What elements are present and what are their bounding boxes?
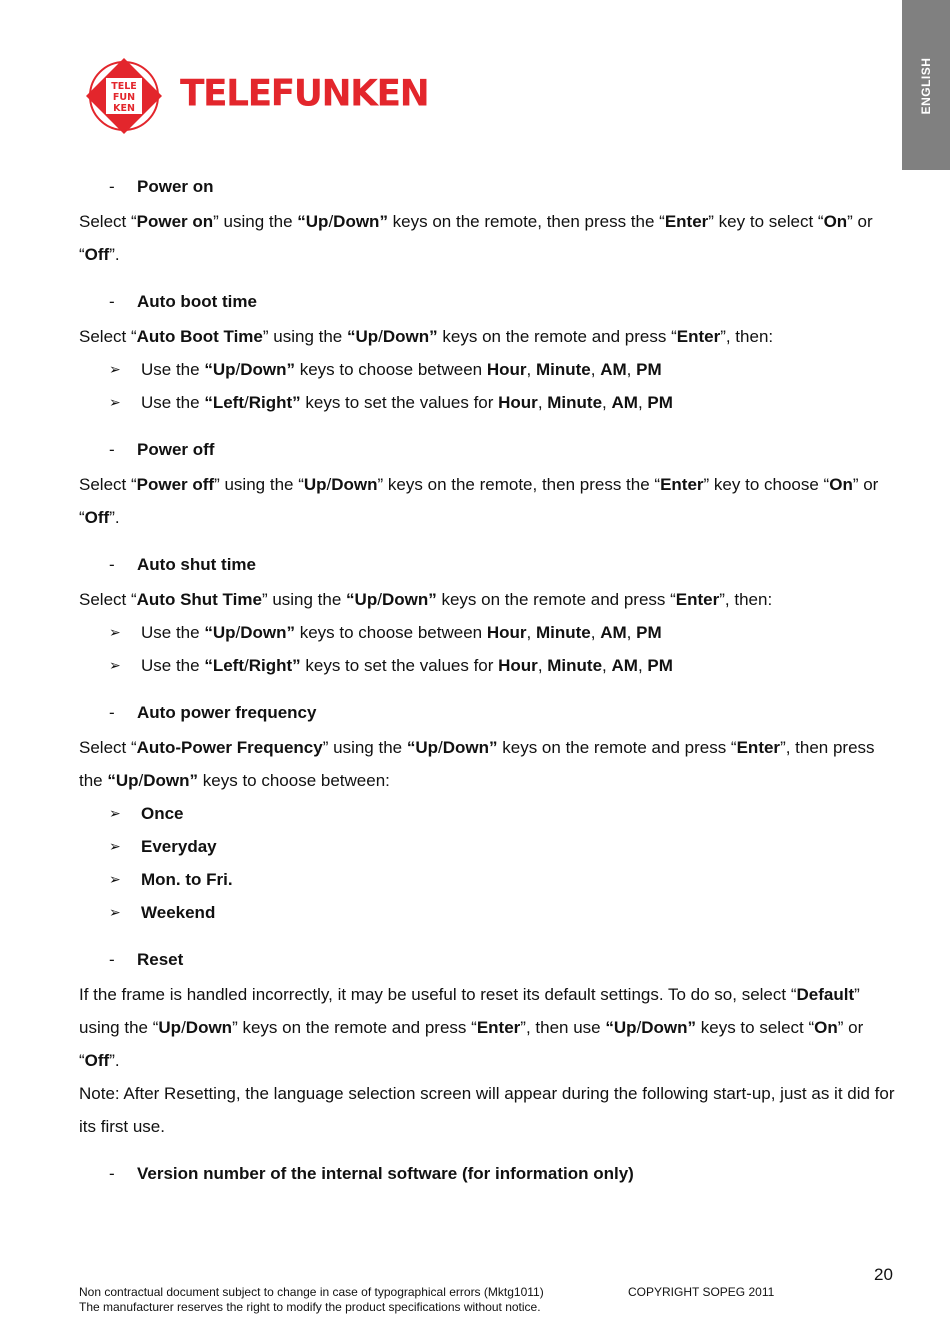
text-run: ,: [626, 623, 637, 642]
bold-text: Down: [185, 1018, 233, 1037]
bold-text: “Up: [204, 623, 236, 642]
bold-text: Right”: [248, 393, 301, 412]
bold-text: Down”: [240, 623, 295, 642]
bullet-item: [79, 830, 899, 863]
section-paragraph: [79, 205, 899, 271]
text-run: ”, then:: [719, 590, 773, 609]
bold-text: Enter: [675, 590, 720, 609]
text-run: Select “: [79, 475, 137, 494]
arrow-bullet-icon: ➢: [109, 904, 121, 920]
bold-text: Minute: [535, 623, 591, 642]
arrow-bullet-icon: ➢: [109, 838, 121, 854]
text-run: keys on the remote, then press the “: [387, 212, 665, 231]
heading-text: Power off: [137, 440, 215, 459]
text-run: ,: [602, 656, 612, 675]
text-run: /: [378, 327, 383, 346]
bullet-item: [79, 649, 899, 682]
text-run: Use the: [141, 393, 205, 412]
text-run: keys to select “: [696, 1018, 815, 1037]
section-heading: [79, 945, 899, 978]
bold-text: “Up: [107, 771, 139, 790]
text-run: ,: [602, 393, 612, 412]
brand-wordmark: TELEFUNKEN: [180, 73, 429, 115]
text-run: Select “: [79, 590, 137, 609]
text-run: /: [326, 475, 332, 494]
text-run: ” using the: [213, 212, 298, 231]
text-run: ”.: [109, 508, 120, 527]
text-run: ,: [537, 393, 548, 412]
text-run: ”.: [109, 245, 120, 264]
text-run: keys to choose between: [295, 360, 487, 379]
bold-text: Down: [331, 475, 378, 494]
text-run: ,: [526, 623, 536, 642]
arrow-bullet-icon: ➢: [109, 361, 121, 377]
arrow-bullet-icon: ➢: [109, 805, 121, 821]
telefunken-emblem-icon: [84, 56, 164, 136]
bold-text: “Up: [346, 590, 378, 609]
text-run: Use the: [141, 656, 205, 675]
svg-text:KEN: KEN: [113, 103, 135, 114]
bold-text: AM: [611, 656, 638, 675]
text-run: ” using the: [322, 738, 407, 757]
text-run: keys to set the values for: [300, 393, 499, 412]
section-heading: [79, 1159, 899, 1192]
text-run: ”.: [109, 1051, 120, 1070]
text-run: Select “: [79, 327, 137, 346]
bold-text: Auto Boot Time: [136, 327, 263, 346]
bold-text: Hour: [498, 656, 538, 675]
section-heading: [79, 172, 899, 205]
text-run: keys on the remote and press “: [436, 590, 676, 609]
text-run: /: [235, 623, 241, 642]
bullet-item: [79, 386, 899, 419]
document-body: [79, 172, 899, 1192]
bold-text: Enter: [476, 1018, 521, 1037]
bold-text: Off: [84, 1051, 110, 1070]
heading-dash: -: [109, 440, 115, 459]
heading-text: Auto power frequency: [137, 703, 317, 722]
section-paragraph: [79, 320, 899, 353]
bold-text: “Left: [204, 656, 244, 675]
bold-text: Enter: [676, 327, 721, 346]
section-heading: [79, 550, 899, 583]
text-run: ,: [626, 360, 637, 379]
heading-dash: -: [109, 292, 115, 311]
bold-text: Hour: [486, 360, 527, 379]
bold-text: PM: [647, 393, 673, 412]
bold-text: Weekend: [141, 903, 216, 922]
bold-text: Down”: [333, 212, 388, 231]
text-run: ” or “: [79, 475, 879, 527]
bold-text: Hour: [486, 623, 527, 642]
bold-text: “Up: [297, 212, 329, 231]
text-run: keys to set the values for: [300, 656, 499, 675]
text-run: keys to choose between: [295, 623, 487, 642]
arrow-bullet-icon: ➢: [109, 394, 121, 410]
bold-text: PM: [636, 623, 662, 642]
text-run: ,: [637, 393, 648, 412]
bold-text: Off: [84, 508, 110, 527]
footer-disclaimer: [79, 1285, 544, 1315]
section-paragraph: [79, 583, 899, 616]
page-number: 20: [874, 1265, 893, 1284]
text-run: ” key to choose “: [703, 475, 830, 494]
bullet-item: [79, 616, 899, 649]
section-paragraph: [79, 978, 899, 1077]
footer-copyright: COPYRIGHT SOPEG 2011: [628, 1285, 775, 1299]
text-run: /: [438, 738, 443, 757]
text-run: ,: [537, 656, 548, 675]
text-run: ”, then use: [520, 1018, 606, 1037]
bold-text: On: [829, 475, 853, 494]
section-heading: [79, 698, 899, 731]
svg-text:TELE: TELE: [111, 81, 137, 92]
text-run: keys on the remote and press “: [497, 738, 737, 757]
heading-dash: -: [109, 555, 115, 574]
text-run: Select “: [79, 738, 137, 757]
bold-text: On: [814, 1018, 838, 1037]
language-tab: [902, 0, 950, 170]
bold-text: Minute: [547, 656, 603, 675]
text-run: /: [328, 212, 334, 231]
bold-text: Default: [796, 985, 855, 1004]
bold-text: Down”: [382, 327, 438, 346]
bold-text: Power off: [136, 475, 215, 494]
bold-text: AM: [600, 623, 627, 642]
text-run: Select “: [79, 212, 137, 231]
bold-text: Down”: [240, 360, 295, 379]
bullet-item: [79, 896, 899, 929]
heading-dash: -: [109, 950, 115, 969]
bold-text: Auto Shut Time: [136, 590, 262, 609]
section-heading: [79, 287, 899, 320]
svg-text:FUN: FUN: [112, 92, 136, 103]
text-run: /: [636, 1018, 642, 1037]
text-run: ,: [590, 623, 601, 642]
text-run: keys on the remote and press “: [437, 327, 677, 346]
bold-text: Down”: [641, 1018, 697, 1037]
heading-text: Reset: [137, 950, 184, 969]
text-run: ,: [590, 360, 601, 379]
text-run: ” or “: [79, 1018, 864, 1070]
bold-text: Hour: [498, 393, 538, 412]
text-run: /: [235, 360, 241, 379]
bold-text: “Up: [346, 327, 379, 346]
text-run: ” using the “: [79, 985, 860, 1037]
bold-text: “Up: [204, 360, 236, 379]
bold-text: Off: [84, 245, 110, 264]
text-run: ” keys on the remote, then press the “: [377, 475, 661, 494]
bold-text: Once: [141, 804, 184, 823]
heading-text: Auto boot time: [137, 292, 257, 311]
heading-dash: -: [109, 703, 115, 722]
bold-text: Right”: [248, 656, 301, 675]
text-run: /: [138, 771, 144, 790]
footer-line-2: The manufacturer reserves the right to modify the product specifications without notice.: [79, 1300, 541, 1314]
bold-text: Up: [158, 1018, 182, 1037]
bold-text: Minute: [535, 360, 591, 379]
bold-text: “Up: [605, 1018, 637, 1037]
bold-text: AM: [600, 360, 627, 379]
bullet-item: [79, 863, 899, 896]
text-run: ”, then:: [720, 327, 774, 346]
arrow-bullet-icon: ➢: [109, 871, 121, 887]
section-heading: [79, 435, 899, 468]
bold-text: Mon. to Fri.: [141, 870, 233, 889]
bold-text: Minute: [547, 393, 603, 412]
bold-text: Power on: [136, 212, 214, 231]
heading-dash: -: [109, 177, 115, 196]
text-run: ” using the: [262, 327, 347, 346]
bold-text: Down”: [381, 590, 437, 609]
text-run: /: [243, 656, 249, 675]
text-run: /: [181, 1018, 186, 1037]
bold-text: Auto-Power Frequency: [136, 738, 323, 757]
text-run: Use the: [141, 623, 205, 642]
text-run: ” or “: [79, 212, 873, 264]
text-run: ”, then press the: [79, 738, 875, 790]
bold-text: Down”: [143, 771, 199, 790]
section-paragraph: [79, 731, 899, 797]
section-paragraph: [79, 468, 899, 534]
bold-text: “Up: [406, 738, 439, 757]
text-run: keys to choose between:: [198, 771, 390, 790]
bold-text: Enter: [736, 738, 781, 757]
text-run: ” using the: [261, 590, 347, 609]
bold-text: On: [823, 212, 848, 231]
bold-text: PM: [647, 656, 673, 675]
text-run: ” key to select “: [708, 212, 824, 231]
text-run: /: [243, 393, 249, 412]
note-paragraph: Note: After Resetting, the language selection screen will appear during the following start-up, just as it did for its first use.: [79, 1084, 895, 1136]
language-tab-label: ENGLISH: [919, 57, 933, 115]
bold-text: Enter: [664, 212, 709, 231]
bold-text: PM: [636, 360, 662, 379]
bold-text: Enter: [660, 475, 704, 494]
footer-line-1: Non contractual document subject to change in case of typographical errors (Mktg1011): [79, 1285, 544, 1299]
text-run: ” keys on the remote and press “: [232, 1018, 477, 1037]
bullet-item: [79, 797, 899, 830]
bold-text: Up: [303, 475, 327, 494]
bold-text: Down”: [442, 738, 498, 757]
text-run: /: [377, 590, 382, 609]
arrow-bullet-icon: ➢: [109, 657, 121, 673]
text-run: ,: [637, 656, 648, 675]
bold-text: Everyday: [141, 837, 217, 856]
bold-text: “Left: [204, 393, 244, 412]
text-run: ,: [526, 360, 536, 379]
heading-dash: -: [109, 1164, 115, 1183]
bullet-item: [79, 353, 899, 386]
arrow-bullet-icon: ➢: [109, 624, 121, 640]
bold-text: AM: [611, 393, 638, 412]
text-run: Use the: [141, 360, 205, 379]
text-run: ” using the “: [214, 475, 304, 494]
heading-text: Auto shut time: [137, 555, 256, 574]
heading-text: Power on: [137, 177, 214, 196]
heading-text: Version number of the internal software (for information only): [137, 1164, 634, 1183]
text-run: If the frame is handled incorrectly, it may be useful to reset its default settings. To do so, select “: [79, 985, 797, 1004]
